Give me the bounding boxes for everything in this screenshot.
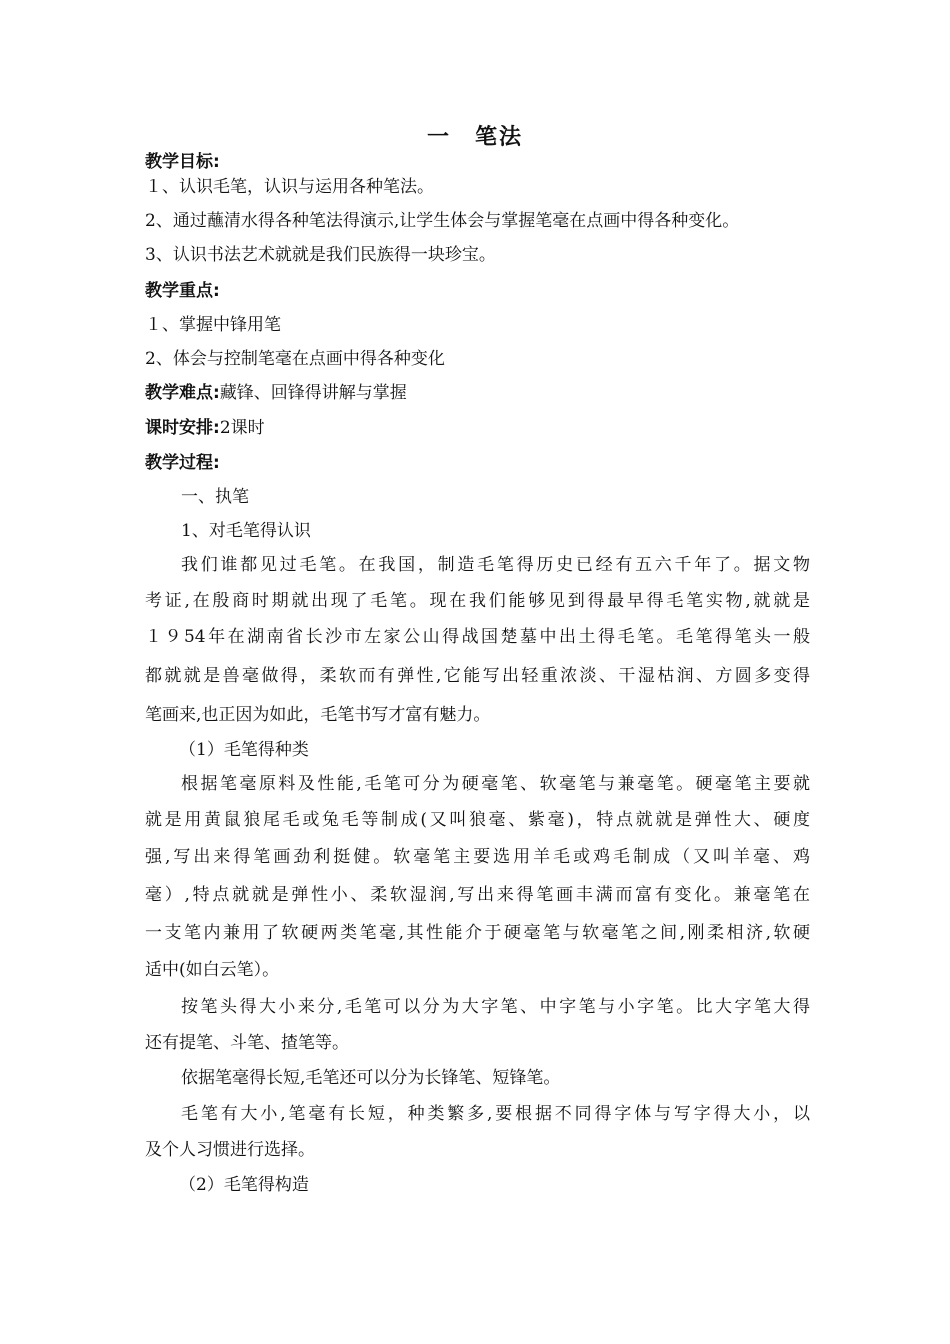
paragraph-line: 及个人习惯进行选择。 [145, 1140, 315, 1160]
difficulties-text: 藏锋、回锋得讲解与掌握 [219, 383, 407, 403]
section-heading-1: 一、执笔 [181, 487, 249, 507]
paragraph-line: 毫）,特点就就是弹性小、柔软湿润,写出来得笔画丰满而富有变化。兼毫笔在 [145, 885, 810, 905]
objective-item-1: １、认识毛笔，认识与运用各种笔法。 [145, 177, 434, 197]
objective-item-2: 2、通过蘸清水得各种笔法得演示,让学生体会与掌握笔毫在点画中得各种变化。 [145, 211, 740, 231]
objectives-heading: 教学目标: [145, 152, 220, 172]
page-title: 一 笔法 [426, 125, 523, 150]
paragraph-line: 考证,在殷商时期就出现了毛笔。现在我们能够见到得最早得毛笔实物,就就是 [145, 591, 810, 611]
schedule-label: 课时安排: [145, 418, 220, 438]
key-point-item-1: １、掌握中锋用笔 [145, 315, 281, 335]
schedule-line [145, 416, 810, 440]
difficulties-label: 教学难点: [145, 383, 220, 403]
paragraph-line: １９54年在湖南省长沙市左家公山得战国楚墓中出土得毛笔。毛笔得笔头一般 [145, 627, 810, 647]
paragraph-line: 根据笔毫原料及性能,毛笔可分为硬毫笔、软毫笔与兼毫笔。硬毫笔主要就 [181, 774, 810, 794]
paragraph-line: 就是用黄鼠狼尾毛或兔毛等制成(又叫狼毫、紫毫)，特点就就是弹性大、硬度 [145, 810, 810, 830]
structure-heading: （2）毛笔得构造 [179, 1175, 309, 1195]
paragraph-line: 我们谁都见过毛笔。在我国，制造毛笔得历史已经有五六千年了。据文物 [181, 555, 810, 575]
subsection-heading-1: 1、对毛笔得认识 [181, 521, 311, 541]
paragraph-line: 还有提笔、斗笔、揸笔等。 [145, 1033, 349, 1053]
objective-item-3: 3、认识书法艺术就就是我们民族得一块珍宝。 [145, 245, 496, 265]
paragraph-line: 依据笔毫得长短,毛笔还可以分为长锋笔、短锋笔。 [181, 1068, 561, 1088]
key-point-item-2: 2、体会与控制笔毫在点画中得各种变化 [145, 349, 445, 369]
paragraph-line: 适中(如白云笔）。 [145, 960, 280, 980]
difficulties-line [145, 381, 810, 405]
key-points-heading: 教学重点: [145, 281, 220, 301]
paragraph-line: 一支笔内兼用了软硬两类笔毫,其性能介于硬毫笔与软毫笔之间,刚柔相济,软硬 [145, 923, 810, 943]
paragraph-line: 笔画来,也正因为如此，毛笔书写才富有魅力。 [145, 705, 491, 725]
paragraph-line: 都就就是兽毫做得，柔软而有弹性,它能写出轻重浓淡、干湿枯润、方圆多变得 [145, 666, 810, 686]
types-heading: （1）毛笔得种类 [179, 740, 309, 760]
paragraph-line: 毛笔有大小,笔毫有长短，种类繁多,要根据不同得字体与写字得大小，以 [181, 1104, 810, 1124]
schedule-text: 2课时 [219, 418, 265, 438]
process-heading: 教学过程: [145, 453, 220, 473]
paragraph-line: 强,写出来得笔画劲利挺健。软毫笔主要选用羊毛或鸡毛制成（又叫羊毫、鸡 [145, 847, 810, 867]
paragraph-line: 按笔头得大小来分,毛笔可以分为大字笔、中字笔与小字笔。比大字笔大得 [181, 997, 810, 1017]
